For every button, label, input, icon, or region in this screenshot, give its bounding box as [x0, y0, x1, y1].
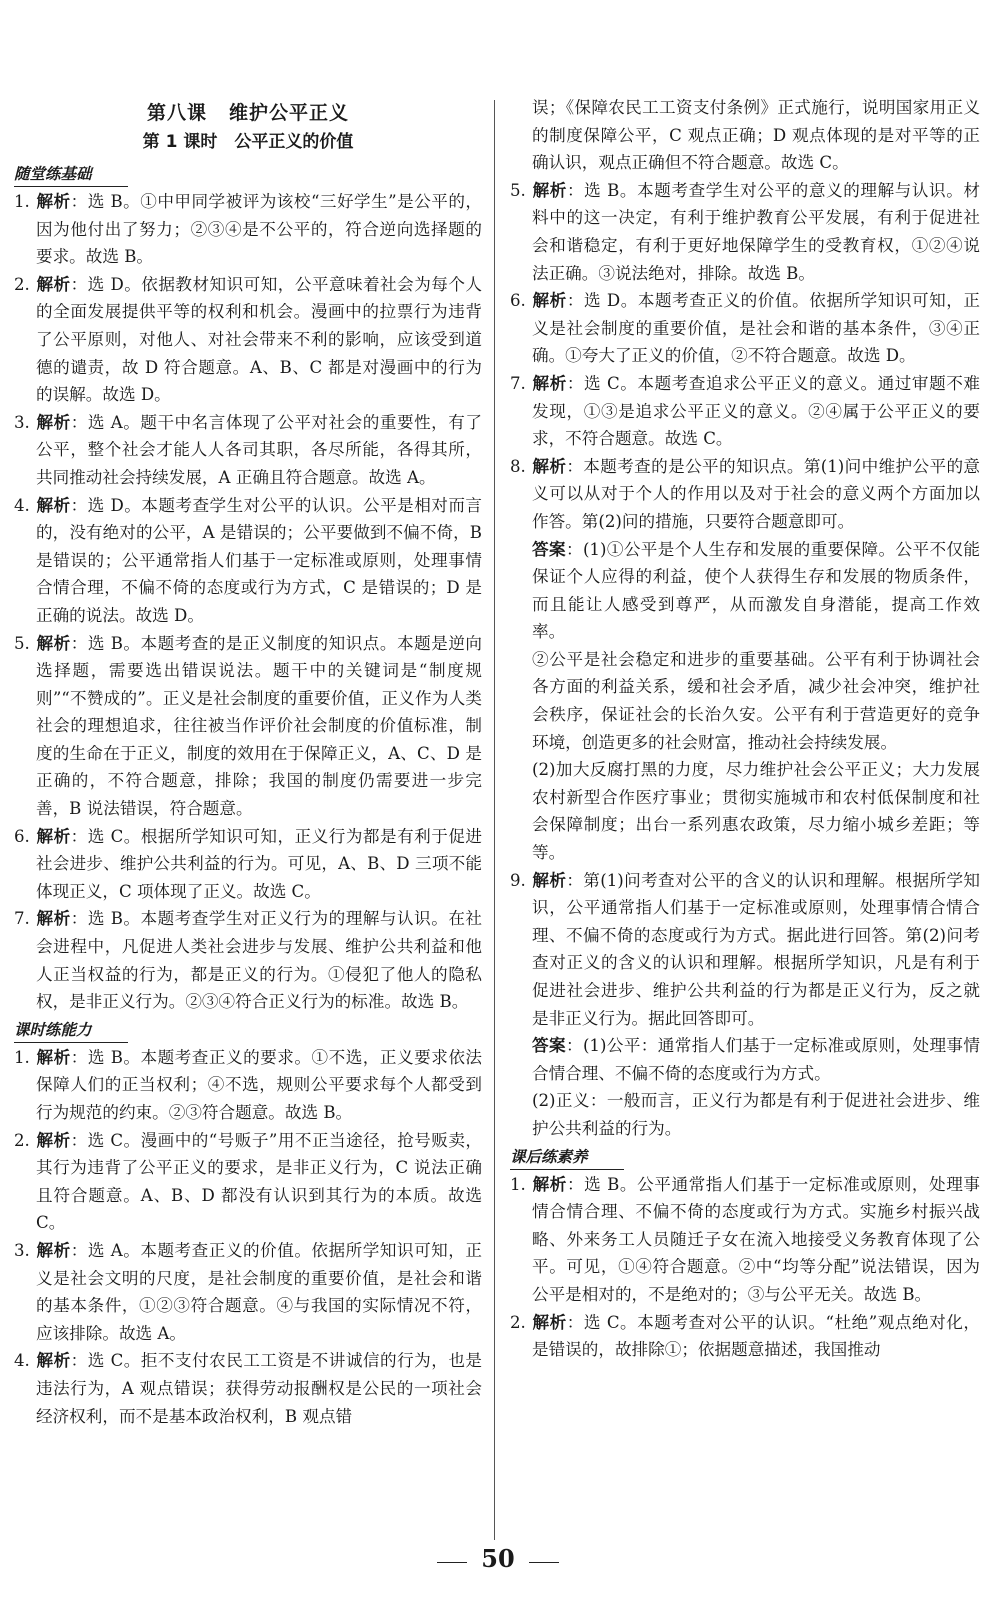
list-item: 2. 解析：选 C。漫画中的“号贩子”用不正当途径，抢号贩卖，其行为违背了公平正义的要求，是非正义行为，C 说法正确且符合题意。A、B、D 都没有认识到其行为的本质。故选 C。: [14, 1130, 483, 1233]
section-heading-suitang: 随堂练基础: [14, 162, 128, 187]
sub-title: 第 1 课时 公平正义的价值: [142, 132, 354, 152]
list-item: 7. 解析：选 C。本题考查追求公平正义的意义。通过审题不难发现，①③是追求公平正义的意义。②④属于公平正义的要求，不符合题意。故选 C。: [510, 373, 980, 449]
lesson-title: [14, 98, 482, 128]
page-footer: [0, 1544, 996, 1573]
left-column: [14, 160, 482, 1430]
list-item: 3. 解析：选 A。题干中名言体现了公平对社会的重要性，有了公平，整个社会才能人人各司其职，各尽所能，各得其所，共同推动社会持续发展，A 正确且符合题意。故选 A。: [14, 412, 482, 487]
lesson-number: 第八课: [146, 102, 207, 124]
answer-block: 答案：(1)①公平是个人生存和发展的重要保障。公平不仅能保证个人应得的利益，使个人获得生存和发展的物质条件，而且能让人感受到尊严，从而激发自身潜能，提高工作效率。: [532, 539, 980, 642]
answer-block: ②公平是社会稳定和进步的重要基础。公平有利于协调社会各方面的利益关系，缓和社会矛盾，减少社会冲突，维护社会秩序，保证社会的长治久安。公平有利于营造更好的竞争环境，创造更多的社会财富，推动社会持续发展。: [532, 649, 980, 752]
list-item: 2. 解析：选 C。本题考查对公平的认识。“杜绝”观点绝对化，是错误的，故排除①；依据题意描述，我国推动: [510, 1312, 981, 1360]
list-item: 9. 解析：第(1)问考查对公平的含义的认识和理解。根据所学知识，公平通常指人们基于一定标准或原则，处理事情合情合理、不偏不倚的态度或行为方式。据此进行回答。第(2)问考查对正义的含义的认识和理解。根据所学知识，凡是有利于促进社会进步、维护公共利益的行为都是正义行为，反之就是非正义行为。据此回答即可。: [510, 870, 981, 1028]
list-item: 1. 解析：选 B。公平通常指人们基于一定标准或原则，处理事情合情合理、不偏不倚的态度或行为方式。实施乡村振兴战略、外来务工人员随迁子女在流入地接受义务教育体现了公平。可见，①④符合题意。②中“均等分配”说法错误，因为公平是相对的，不是绝对的；③与公平无关。故选 B。: [510, 1174, 981, 1304]
list-item: 4. 解析：选 C。拒不支付农民工工资是不讲诚信的行为，也是违法行为，A 观点错误；获得劳动报酬权是公民的一项社会经济权利，而不是基本政治权利，B 观点错: [14, 1351, 482, 1426]
lesson-name: 维护公平正义: [229, 102, 350, 124]
section-heading-keshi: 课时练能力: [14, 1018, 128, 1043]
page-number: 50: [481, 1544, 515, 1573]
list-item: 1. 解析：选 B。本题考查正义的要求。①不选，正义要求依法保障人们的正当权利；④不选，规则公平要求每个人都受到行为规范的约束。②③符合题意。故选 B。: [14, 1047, 483, 1122]
answer-block: (2)正义：一般而言，正义行为都是有利于促进社会进步、维护公共利益的行为。: [532, 1091, 980, 1138]
answer-block: (2)加大反腐打黑的力度，尽力维护社会公平正义；大力发展农村新型合作医疗事业；贯彻实施城市和农村低保制度和社会保障制度；出台一系列惠农政策，尽力缩小城乡差距；等等。: [532, 760, 980, 863]
list-item: 8. 解析：本题考查的是公平的知识点。第(1)问中维护公平的意义可以从对于个人的作用以及对于社会的意义两个方面加以作答。第(2)问的措施，只要符合题意即可。: [510, 456, 981, 531]
list-item: 5. 解析：选 B。本题考查的是正义制度的知识点。本题是逆向选择题，需要选出错误说法。题干中的关键词是“制度规则”“不赞成的”。正义是社会制度的重要价值，正义作为人类社会的理想追求，往往被当作评价社会制度的价值标准，制度的生命在于正义，制度的效用在于保障正义，A、C、D 是正确的，不符合题意，排除；我国的制度仍需要进一步完善，B 说法错误，符合题意。: [14, 633, 483, 819]
list-item: 6. 解析：选 D。本题考查正义的价值。依据所学知识可知，正义是社会制度的重要价值，是社会和谐的基本条件，③④正确。①夸大了正义的价值，②不符合题意。故选 D。: [510, 291, 981, 366]
list-item: 1. 解析：选 B。①中甲同学被评为该校“三好学生”是公平的，因为他付出了努力；②③④是不公平的，符合逆向选择题的要求。故选 B。: [14, 192, 483, 267]
list-item: 2. 解析：选 D。依据教材知识可知，公平意味着社会为每个人的全面发展提供平等的权利和机会。漫画中的拉票行为违背了公平原则，对他人、对社会带来不利的影响，应该受到道德的谴责，故 D 符合题意。A、B、C 都是对漫画中的行为的误解。故选 D。: [14, 274, 483, 405]
list-item: 7. 解析：选 B。本题考查学生对正义行为的理解与认识。在社会进程中，凡促进人类社会进步与发展、维护公共利益和他人正当权益的行为，都是正义的行为。①侵犯了他人的隐私权，是非正义行为。②③④符合正义行为的标准。故选 B。: [14, 909, 483, 1012]
list-item: 3. 解析：选 A。本题考查正义的价值。依据所学知识可知，正义是社会文明的尺度，是社会制度的重要价值，是社会和谐的基本条件，①②③符合题意。④与我国的实际情况不符，应该排除。故选 A。: [14, 1240, 482, 1343]
column-divider: [494, 100, 495, 1540]
footer-dash-right: [529, 1562, 559, 1563]
footer-dash-left: [437, 1562, 467, 1563]
right-column: [510, 94, 980, 1364]
title-block: [14, 98, 482, 156]
continued-text: 误；《保障农民工工资支付条例》正式施行，说明国家用正义的制度保障公平，C 观点正确；D 观点体现的是对平等的正确认识，观点正确但不符合题意。故选 C。: [532, 98, 980, 173]
list-item: 5. 解析：选 B。本题考查学生对公平的意义的理解与认识。材料中的这一决定，有利于维护教育公平发展，有利于促进社会和谐稳定，有利于更好地保障学生的受教育权，①②④说法正确。③说法绝对，排除。故选 B。: [510, 180, 981, 283]
list-item: 6. 解析：选 C。根据所学知识可知，正义行为都是有利于促进社会进步、维护公共利益的行为。可见，A、B、D 三项不能体现正义，C 项体现了正义。故选 C。: [14, 826, 482, 901]
section-heading-kehou: 课后练素养: [510, 1145, 624, 1170]
answer-block: 答案：(1)公平：通常指人们基于一定标准或原则，处理事情合情合理、不偏不倚的态度或行为方式。: [532, 1036, 980, 1083]
list-item: 4. 解析：选 D。本题考查学生对公平的认识。公平是相对而言的，没有绝对的公平，A 是错误的；公平要做到不偏不倚，B 是错误的；公平通常指人们基于一定标准或原则，处理事情合情合理，不偏不倚的态度或行为方式，C 是错误的；D 是正确的说法。故选 D。: [14, 495, 483, 625]
